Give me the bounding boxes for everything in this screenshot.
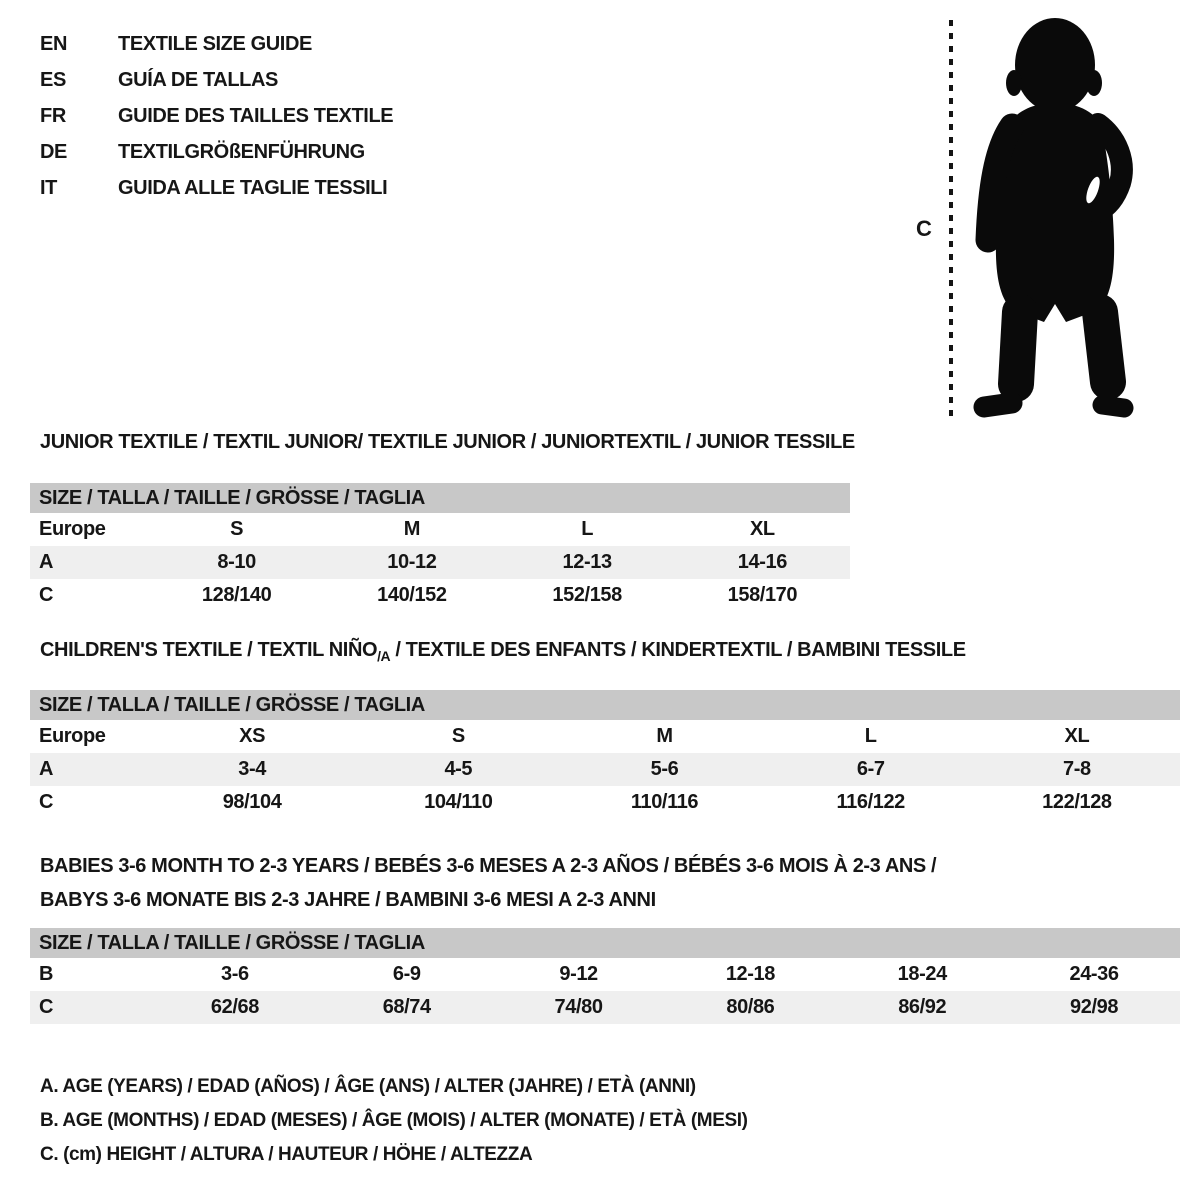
size-cell: XS (239, 725, 266, 747)
table-row-europe (30, 513, 850, 546)
size-cell: 80/86 (726, 996, 775, 1018)
size-cell: 62/68 (210, 996, 259, 1018)
size-cell: 6-9 (392, 963, 421, 985)
size-cell: 18-24 (897, 963, 947, 985)
size-cell: 122/128 (1042, 791, 1112, 813)
size-cell: XL (1064, 725, 1090, 747)
junior-size-table (30, 483, 850, 612)
size-table-header: SIZE / TALLA / TAILLE / GRÖSSE / TAGLIA (30, 483, 850, 513)
row-label-cell: C (39, 791, 54, 813)
size-cell: 4-5 (444, 758, 473, 780)
language-label: TEXTILE SIZE GUIDE (118, 32, 312, 55)
language-code: FR (40, 104, 66, 127)
language-row (40, 98, 393, 134)
legend-line-c: C. (cm) HEIGHT / ALTURA / HAUTEUR / HÖHE / ALTEZZA (40, 1144, 533, 1165)
height-label-c: C (916, 216, 932, 241)
size-cell: 5-6 (650, 758, 679, 780)
size-cell: 110/116 (630, 791, 699, 813)
row-label-cell: B (39, 963, 54, 985)
size-cell: 104/110 (424, 791, 493, 813)
size-table-header: SIZE / TALLA / TAILLE / GRÖSSE / TAGLIA (30, 928, 1180, 958)
size-cell: M (656, 725, 673, 747)
row-label-cell: C (39, 996, 54, 1018)
size-cell: L (864, 725, 877, 747)
language-code: EN (40, 32, 67, 55)
size-cell: 7-8 (1063, 758, 1091, 780)
size-cell: 116/122 (836, 791, 905, 813)
toddler-silhouette-icon (966, 14, 1138, 418)
legend-line-a: A. AGE (YEARS) / EDAD (AÑOS) / ÂGE (ANS) / ALTER (JAHRE) / ETÀ (ANNI) (40, 1076, 696, 1097)
language-row (40, 170, 393, 206)
size-cell: 74/80 (554, 996, 603, 1018)
language-row (40, 134, 393, 170)
size-cell: 128/140 (201, 584, 272, 606)
junior-section-title: JUNIOR TEXTILE / TEXTIL JUNIOR/ TEXTILE JUNIOR / JUNIORTEXTIL / JUNIOR TESSILE (40, 431, 855, 453)
size-cell: 86/92 (898, 996, 947, 1018)
size-table-header: SIZE / TALLA / TAILLE / GRÖSSE / TAGLIA (30, 690, 1180, 720)
size-cell: XL (749, 518, 775, 540)
height-dashed-line (949, 20, 953, 418)
size-cell: 152/158 (552, 584, 622, 606)
size-cell: 6-7 (856, 758, 885, 780)
table-row-height (30, 991, 1180, 1024)
row-label-cell: Europe (39, 518, 106, 540)
size-cell: 140/152 (377, 584, 447, 606)
language-code: IT (40, 176, 57, 199)
babies-section-title (40, 849, 936, 917)
language-label: TEXTILGRÖßENFÜHRUNG (118, 140, 365, 163)
language-code: ES (40, 68, 66, 91)
children-title-part1: CHILDREN'S TEXTILE / TEXTIL NIÑO (40, 639, 378, 661)
language-label: GUIDA ALLE TAGLIE TESSILI (118, 176, 388, 199)
size-cell: 8-10 (217, 551, 256, 573)
babies-title-line1: BABIES 3-6 MONTH TO 2-3 YEARS / BEBÉS 3-6 MESES A 2-3 AÑOS / BÉBÉS 3-6 MOIS À 2-3 ANS / (40, 855, 937, 877)
size-cell: 68/74 (382, 996, 431, 1018)
children-title-part2: / TEXTILE DES ENFANTS / KINDERTEXTIL / BAMBINI TESSILE (390, 639, 966, 661)
row-label-cell: A (39, 551, 54, 573)
language-title-list (40, 26, 393, 206)
row-label-cell: Europe (39, 725, 106, 747)
measurement-legend (40, 1070, 748, 1172)
children-size-table (30, 690, 1180, 819)
babies-size-table (30, 928, 1180, 1024)
size-cell: S (230, 518, 244, 540)
legend-line-b: B. AGE (MONTHS) / EDAD (MESES) / ÂGE (MOIS) / ALTER (MONATE) / ETÀ (MESI) (40, 1110, 748, 1131)
row-label-cell: A (39, 758, 54, 780)
children-section-title (40, 639, 966, 664)
size-cell: 92/98 (1070, 996, 1119, 1018)
table-row-europe (30, 720, 1180, 753)
table-row-age (30, 753, 1180, 786)
language-row (40, 26, 393, 62)
row-label-cell: C (39, 584, 54, 606)
size-cell: S (451, 725, 465, 747)
children-title-subscript: /A (377, 648, 391, 664)
table-row-age (30, 546, 850, 579)
size-cell: 158/170 (727, 584, 798, 606)
size-cell: 12-13 (562, 551, 612, 573)
language-label: GUÍA DE TALLAS (118, 68, 278, 91)
size-cell: M (403, 518, 420, 540)
size-cell: 10-12 (387, 551, 437, 573)
size-cell: 24-36 (1069, 963, 1119, 985)
language-label: GUIDE DES TAILLES TEXTILE (118, 104, 394, 127)
size-cell: 3-6 (221, 963, 249, 985)
size-cell: 12-18 (725, 963, 775, 985)
language-row (40, 62, 393, 98)
babies-title-line2: BABYS 3-6 MONATE BIS 2-3 JAHRE / BAMBINI 3-6 MESI A 2-3 ANNI (40, 889, 656, 911)
size-cell: L (581, 518, 594, 540)
size-cell: 3-4 (238, 758, 266, 780)
table-row-months (30, 958, 1180, 991)
size-cell: 98/104 (222, 791, 282, 813)
language-code: DE (40, 140, 67, 163)
size-cell: 14-16 (737, 551, 787, 573)
size-cell: 9-12 (559, 963, 598, 985)
table-row-height (30, 579, 850, 612)
table-row-height (30, 786, 1180, 819)
